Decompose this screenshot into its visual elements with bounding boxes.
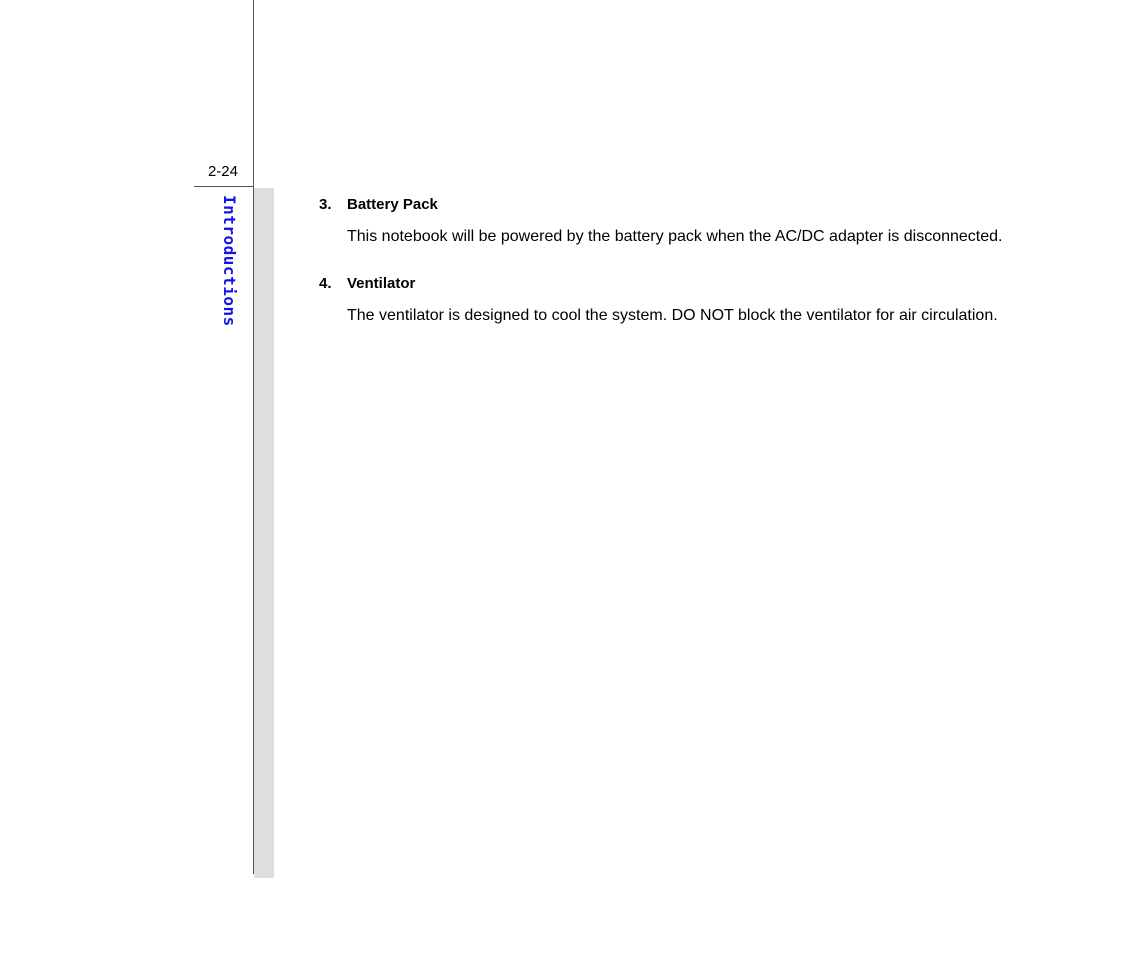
margin-band xyxy=(254,188,274,878)
chapter-tab: Introductions xyxy=(220,195,239,327)
item-title: Battery Pack xyxy=(347,196,438,213)
item-description: The ventilator is designed to cool the system. DO NOT block the ventilator for air circulation. xyxy=(347,307,998,324)
page-number: 2-24 xyxy=(194,163,253,187)
item-description: This notebook will be powered by the battery pack when the AC/DC adapter is disconnected. xyxy=(347,228,1003,245)
item-number: 3. xyxy=(319,196,332,213)
item-number: 4. xyxy=(319,275,332,292)
list-item-ventilator xyxy=(319,273,1099,326)
item-heading xyxy=(319,273,1099,295)
list-item-battery-pack xyxy=(319,194,1099,247)
item-title: Ventilator xyxy=(347,275,416,292)
page-content xyxy=(319,194,1099,352)
item-heading xyxy=(319,194,1099,216)
